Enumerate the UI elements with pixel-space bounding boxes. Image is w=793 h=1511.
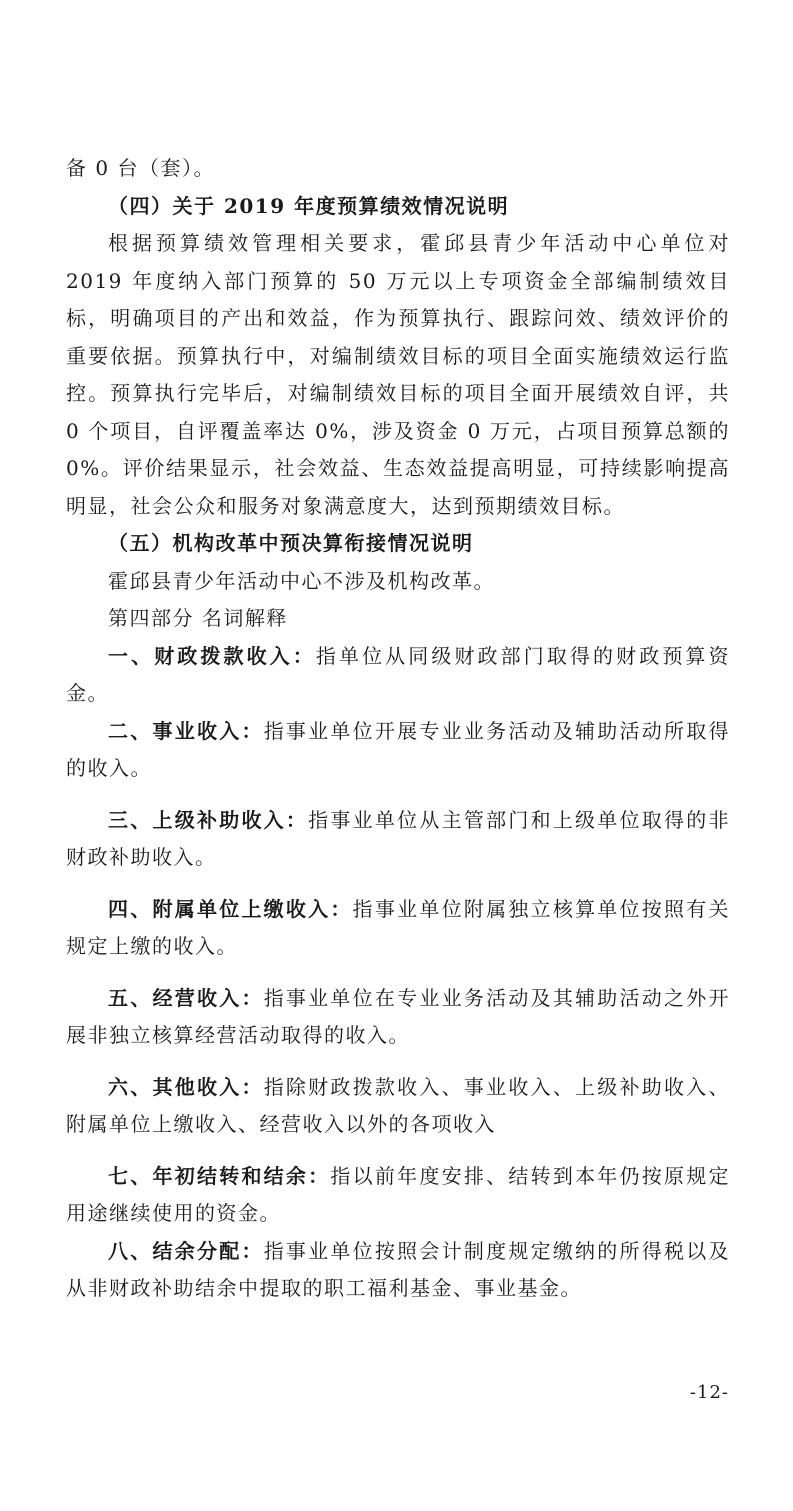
definition-term: 四、附属单位上缴收入：: [108, 896, 353, 921]
definition-item: [66, 802, 730, 877]
definition-term: 八、结余分配：: [108, 1238, 264, 1263]
definition-item: [66, 1233, 730, 1308]
definition-term: 六、其他收入：: [108, 1074, 264, 1099]
definition-item: [66, 980, 730, 1055]
definition-item: [66, 1069, 730, 1144]
definition-term: 一、财政拨款收入：: [108, 643, 316, 668]
definition-text: 指事业单位在专业业务活动及其辅助活动之外开展非独立核算经营活动取得的收入。: [66, 985, 731, 1047]
definition-text: 指除财政拨款收入、事业收入、上级补助收入、附属单位上缴收入、经营收入以外的各项收入: [66, 1074, 731, 1136]
definition-text: 指事业单位从主管部门和上级单位取得的非财政补助收入。: [66, 807, 731, 869]
paragraph-reform: 霍邱县青少年活动中心不涉及机构改革。: [108, 568, 495, 593]
page-number: -12-: [689, 1382, 729, 1403]
part-four-title: 第四部分 名词解释: [108, 606, 288, 630]
definition-item: [66, 891, 730, 966]
definition-text: 指事业单位按照会计制度规定缴纳的所得税以及从非财政补助结余中提取的职工福利基金、事业基金。: [66, 1238, 731, 1300]
definition-item: [66, 1158, 730, 1233]
definition-text: 指单位从同级财政部门取得的财政预算资金。: [66, 643, 731, 705]
definition-term: 七、年初结转和结余：: [108, 1163, 331, 1188]
paragraph-continuation: 备 0 台（套）。: [66, 156, 215, 180]
definition-text: 指以前年度安排、结转到本年仍按原规定用途继续使用的资金。: [66, 1163, 731, 1225]
definition-item: [66, 713, 730, 788]
document-body: [66, 150, 730, 1308]
definition-term: 二、事业收入：: [108, 718, 264, 743]
definition-text: 指事业单位附属独立核算单位按照有关规定上缴的收入。: [66, 896, 731, 958]
paragraph-performance: 根据预算绩效管理相关要求，霍邱县青少年活动中心单位对 2019 年度纳入部门预算的 50 万元以上专项资金全部编制绩效目标，明确项目的产出和效益，作为预算执行、跟踪问效、绩效评价的重要依据。预算执行中，对编制绩效目标的项目全面实施绩效运行监控。预算执行完毕后，对编制绩效目标的项目全面开展绩效自评，共 0 个项目，自评覆盖率达 0%，涉及资金 0 万元，占项目预算总额的 0%。评价结果显示，社会效益、生态效益提高明显，可持续影响提高明显，社会公众和服务对象满意度大，达到预期绩效目标。: [66, 231, 730, 518]
section-heading-performance: （四）关于 2019 年度预算绩效情况说明: [108, 193, 510, 218]
definition-text: 指事业单位开展专业业务活动及辅助活动所取得的收入。: [66, 718, 731, 780]
definition-item: [66, 638, 730, 713]
section-heading-reform: （五）机构改革中预决算衔接情况说明: [108, 531, 474, 555]
definition-term: 三、上级补助收入：: [108, 807, 309, 832]
definition-term: 五、经营收入：: [108, 985, 264, 1010]
